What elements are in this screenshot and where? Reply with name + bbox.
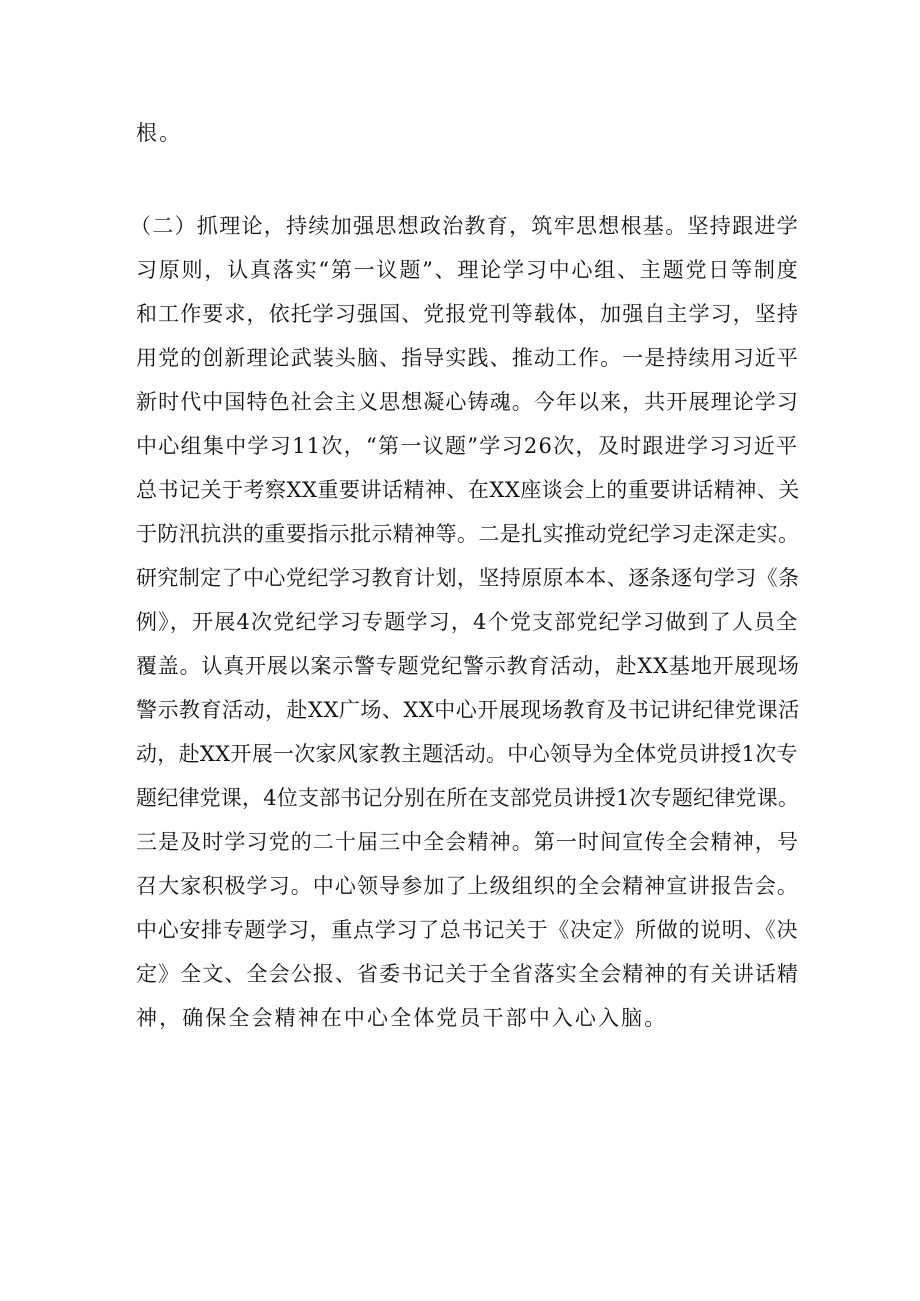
paragraph-line: 和工作要求，依托学习强国、党报党刊等载体，加强自主学习，坚持	[136, 302, 799, 326]
paragraph-line: 新时代中国特色社会主义思想凝心铸魂。今年以来，共开展理论学习	[136, 390, 799, 414]
continuation-line: 根。	[136, 121, 183, 145]
paragraph-line: 定》全文、全会公报、省委书记关于全省落实全会精神的有关讲话精	[136, 962, 799, 986]
paragraph-line: 于防汛抗洪的重要指示批示精神等。二是扎实推动党纪学习走深走实。	[136, 522, 800, 546]
paragraph-line: 习原则，认真落实“第一议题”、理论学习中心组、主题党日等制度	[136, 258, 800, 282]
paragraph-line: 神，确保全会精神在中心全体党员干部中入心入脑。	[136, 1006, 668, 1030]
paragraph-line: 中心安排专题学习，重点学习了总书记关于《决定》所做的说明、《决	[136, 918, 799, 942]
paragraph-line: 例》，开展4次党纪学习专题学习，4个党支部党纪学习做到了人员全	[136, 610, 799, 634]
paragraph-line: 研究制定了中心党纪学习教育计划，坚持原原本本、逐条逐句学习《条	[136, 566, 800, 590]
paragraph-line: 总书记关于考察XX重要讲话精神、在XX座谈会上的重要讲话精神、关	[136, 478, 800, 502]
paragraph-line: 三是及时学习党的二十届三中全会精神。第一时间宣传全会精神，号	[136, 830, 799, 854]
paragraph-line: 覆盖。认真开展以案示警专题党纪警示教育活动，赴XX基地开展现场	[136, 654, 800, 678]
paragraph-line: 召大家积极学习。中心领导参加了上级组织的全会精神宣讲报告会。	[136, 874, 799, 898]
paragraph-line: 警示教育活动，赴XX广场、XX中心开展现场教育及书记讲纪律党课活	[136, 698, 800, 722]
paragraph-line: 用党的创新理论武装头脑、指导实践、推动工作。一是持续用习近平	[136, 346, 799, 370]
paragraph-line: 中心组集中学习11次，“第一议题”学习26次，及时跟进学习习近平	[136, 434, 799, 458]
paragraph-line: 题纪律党课，4位支部书记分别在所在支部党员讲授1次专题纪律党课。	[136, 786, 800, 810]
paragraph-line: （二）抓理论，持续加强思想政治教育，筑牢思想根基。坚持跟进学	[130, 214, 799, 238]
paragraph-line: 动，赴XX开展一次家风家教主题活动。中心领导为全体党员讲授1次专	[136, 742, 798, 766]
